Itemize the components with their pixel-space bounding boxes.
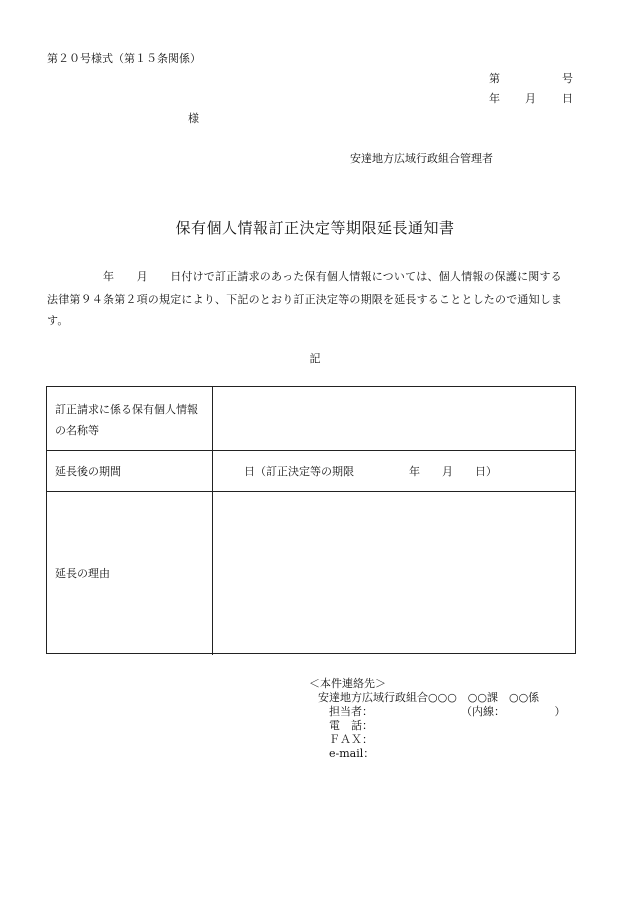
information-name-value-cell[interactable] bbox=[213, 387, 575, 450]
table-row-extension-reason bbox=[47, 492, 575, 655]
information-name-label-line-2: の名称等 bbox=[55, 424, 99, 437]
extended-period-label: 延長後の期間 bbox=[55, 465, 121, 478]
contact-email: e-mail： bbox=[318, 747, 375, 760]
detail-table bbox=[46, 386, 576, 654]
body-text-line-3: す。 bbox=[47, 314, 69, 327]
form-number: 第２０号様式（第１５条関係） bbox=[47, 52, 201, 65]
body-text-line-2: 法律第９４条第２項の規定により、下記のとおり訂正決定等の期限を延長することとしたので通知しま bbox=[47, 293, 563, 306]
contact-person: 担当者： （内線： ） bbox=[318, 705, 566, 718]
extension-reason-label: 延長の理由 bbox=[55, 567, 110, 580]
issuer-name: 安達地方広域行政組合管理者 bbox=[350, 152, 493, 165]
date-year-label: 年 bbox=[489, 92, 500, 105]
row-label-cell bbox=[47, 387, 213, 450]
contact-department: 安達地方広域行政組合○○○ ○○課 ○○係 bbox=[318, 691, 540, 704]
extension-reason-value-cell[interactable] bbox=[213, 492, 575, 655]
row-label-cell bbox=[47, 451, 213, 491]
table-row-information-name bbox=[47, 387, 575, 451]
ki-marker: 記 bbox=[309, 352, 321, 365]
extended-period-value: 日（訂正決定等の期限 年 月 日） bbox=[244, 465, 497, 478]
document-title: 保有個人情報訂正決定等期限延長通知書 bbox=[175, 219, 455, 237]
date-day-label: 日 bbox=[562, 92, 573, 105]
row-label-cell bbox=[47, 492, 213, 655]
date-month-label: 月 bbox=[525, 92, 536, 105]
contact-fax: ＦＡＸ： bbox=[318, 733, 373, 746]
contact-heading: ＜本件連絡先＞ bbox=[309, 677, 386, 690]
table-row-extended-period bbox=[47, 451, 575, 492]
contact-block bbox=[309, 677, 566, 761]
body-text-line-1: 年 月 日付けで訂正請求のあった保有個人情報については、個人情報の保護に関する bbox=[103, 270, 562, 283]
contact-phone: 電 話： bbox=[318, 719, 373, 732]
extended-period-value-cell[interactable] bbox=[213, 451, 575, 491]
addressee-honorific: 様 bbox=[188, 112, 199, 125]
information-name-label-line-1: 訂正請求に係る保有個人情報 bbox=[55, 403, 198, 416]
document-number-label: 第 bbox=[489, 72, 500, 85]
document-number-suffix: 号 bbox=[562, 72, 573, 85]
